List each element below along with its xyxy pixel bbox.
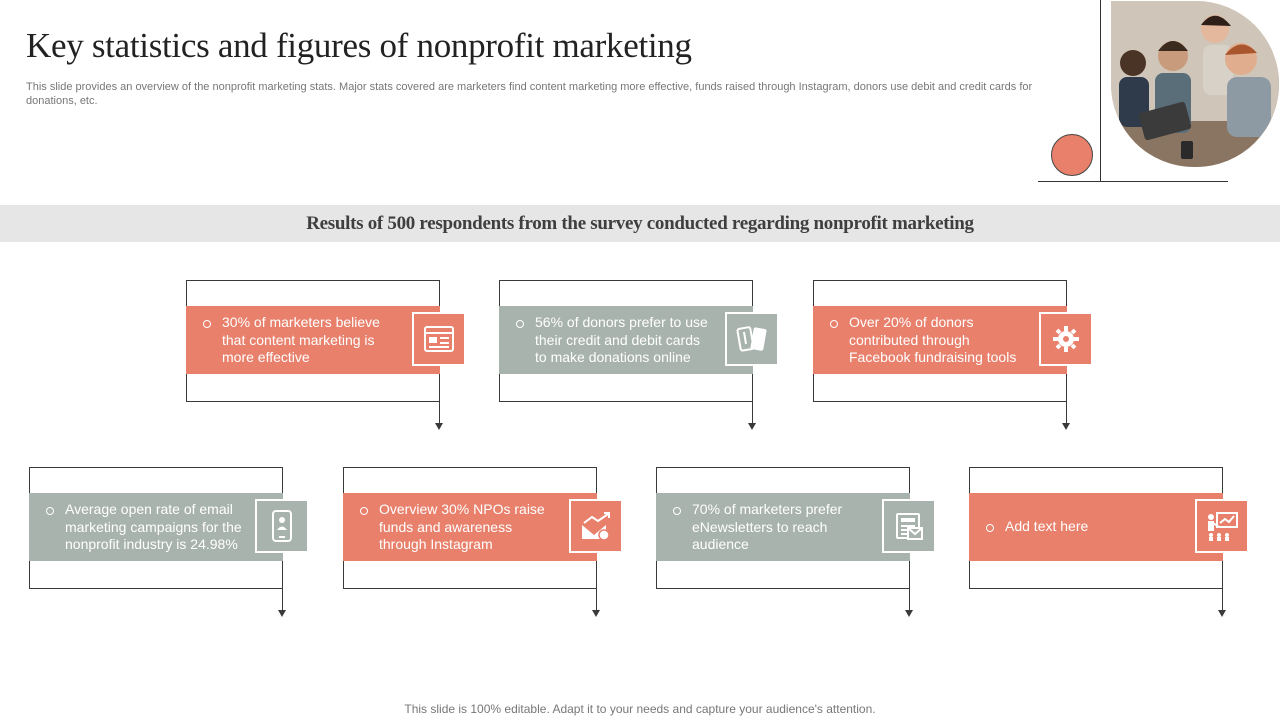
stat-card [343,467,623,627]
page-title: Key statistics and figures of nonprofit marketing [26,26,692,65]
stat-card [29,467,309,627]
card-text: 56% of donors prefer to use their credit and debit cards to make donations online [535,314,708,365]
footer-note: This slide is 100% editable. Adapt it to your needs and capture your audience's attention. [404,702,876,716]
card-text: Overview 30% NPOs raise funds and awareness through Instagram [379,501,545,552]
connector-line [1222,587,1223,611]
card-band [29,493,283,561]
bullet-icon [830,320,838,328]
card-band [656,493,910,561]
connector-line [596,587,597,611]
arrow-down-icon [1218,610,1226,617]
stat-card [499,280,779,440]
arrow-down-icon [592,610,600,617]
bullet-icon [203,320,211,328]
bullet-icon [360,507,368,515]
arrow-down-icon [435,423,443,430]
card-band [813,306,1067,374]
page-subtitle: This slide provides an overview of the nonprofit marketing stats. Major stats covered are marketers find content marketing more effective, funds raised through Instagram, donors use debit and credit cards for donations, etc. [26,81,1033,107]
card-band [969,493,1223,561]
connector-line [752,400,753,424]
card-text: Add text here [1005,518,1089,534]
arrow-down-icon [278,610,286,617]
connector-line [1066,400,1067,424]
card-band [499,306,753,374]
connector-line [439,400,440,424]
arrow-down-icon [1062,423,1070,430]
arrow-down-icon [748,423,756,430]
banner-text: Results of 500 respondents from the survey conducted regarding nonprofit marketing [306,213,974,234]
team-photo-illustration [1111,1,1279,167]
arrow-down-icon [905,610,913,617]
team-photo [1111,1,1279,167]
card-band [343,493,597,561]
stat-card [656,467,936,627]
stat-card [186,280,466,440]
fundraising-gear-icon [1039,312,1093,366]
survey-banner [0,205,1280,242]
mobile-user-icon [255,499,309,553]
connector-line [909,587,910,611]
connector-line [282,587,283,611]
credit-cards-icon [725,312,779,366]
card-band [186,306,440,374]
bullet-icon [516,320,524,328]
stat-card [813,280,1093,440]
decorative-vertical-line [1100,0,1101,182]
content-marketing-icon [412,312,466,366]
card-text: Over 20% of donors contributed through Facebook fundraising tools [849,314,1017,365]
newsletter-icon [882,499,936,553]
growth-email-icon [569,499,623,553]
presentation-icon [1195,499,1249,553]
bullet-icon [46,507,54,515]
decorative-horizontal-line [1038,181,1228,182]
bullet-icon [673,507,681,515]
card-text: 30% of marketers believe that content marketing is more effective [222,314,380,365]
card-text: 70% of marketers prefer eNewsletters to reach audience [692,501,843,552]
bullet-icon [986,524,994,532]
decorative-circle [1051,134,1093,176]
stat-card [969,467,1249,627]
card-text: Average open rate of email marketing campaigns for the nonprofit industry is 24.98% [65,501,242,552]
